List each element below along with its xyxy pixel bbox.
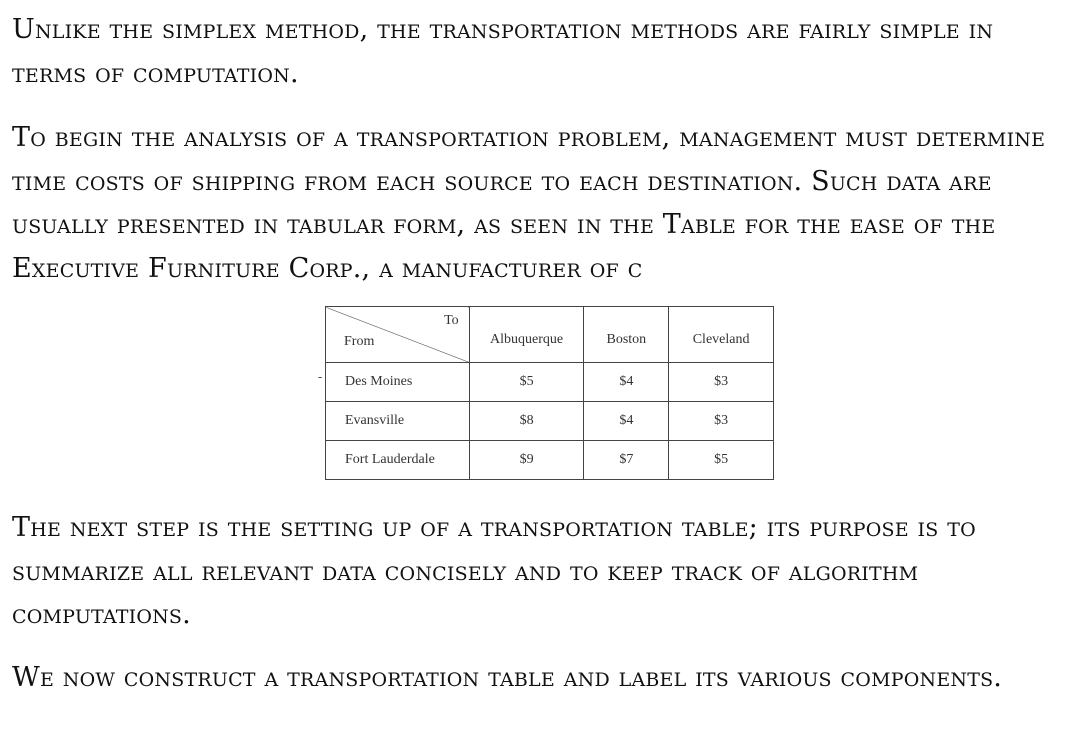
cost-cell: $5 — [469, 363, 584, 402]
destination-header: Boston — [584, 307, 669, 363]
cost-cell: $8 — [469, 402, 584, 441]
source-cell: Des Moines — [326, 363, 470, 402]
destination-header: Cleveland — [669, 307, 774, 363]
source-cell: Evansville — [326, 402, 470, 441]
paragraph-intro: Unlike the simplex method, the transportation methods are fairly simple in terms of computation. — [12, 14, 994, 89]
cost-cell: $5 — [669, 441, 774, 480]
table-header-row — [326, 307, 774, 363]
destination-header: Albuquerque — [469, 307, 584, 363]
table-row — [326, 363, 774, 402]
scan-mark: - — [318, 370, 323, 384]
corner-from-label: From — [344, 334, 375, 349]
table-row — [326, 402, 774, 441]
paragraph-construct: We now construct a transportation table and label its various components. — [12, 662, 1003, 693]
cost-cell: $4 — [584, 363, 669, 402]
cost-cell: $3 — [669, 402, 774, 441]
cost-table — [325, 306, 774, 480]
corner-to-label: To — [444, 313, 459, 328]
cost-cell: $4 — [584, 402, 669, 441]
cost-cell: $7 — [584, 441, 669, 480]
paragraph-next-step: The next step is the setting up of a transportation table; its purpose is to summarize all relevant data concisely and to keep track of algorithm computations. — [12, 512, 976, 630]
table-corner-cell — [326, 307, 470, 363]
cost-cell: $3 — [669, 363, 774, 402]
table-row — [326, 441, 774, 480]
source-cell: Fort Lauderdale — [326, 441, 470, 480]
paragraph-analysis: To begin the analysis of a transportation problem, management must determine time costs of shipping from each source to each destination. Such data are usually presented in tabular form, as seen in the Table for the ease of the Executive Furniture Corp., a manufacturer of c — [12, 122, 1046, 284]
shipping-cost-table — [325, 306, 774, 476]
cost-cell: $9 — [469, 441, 584, 480]
